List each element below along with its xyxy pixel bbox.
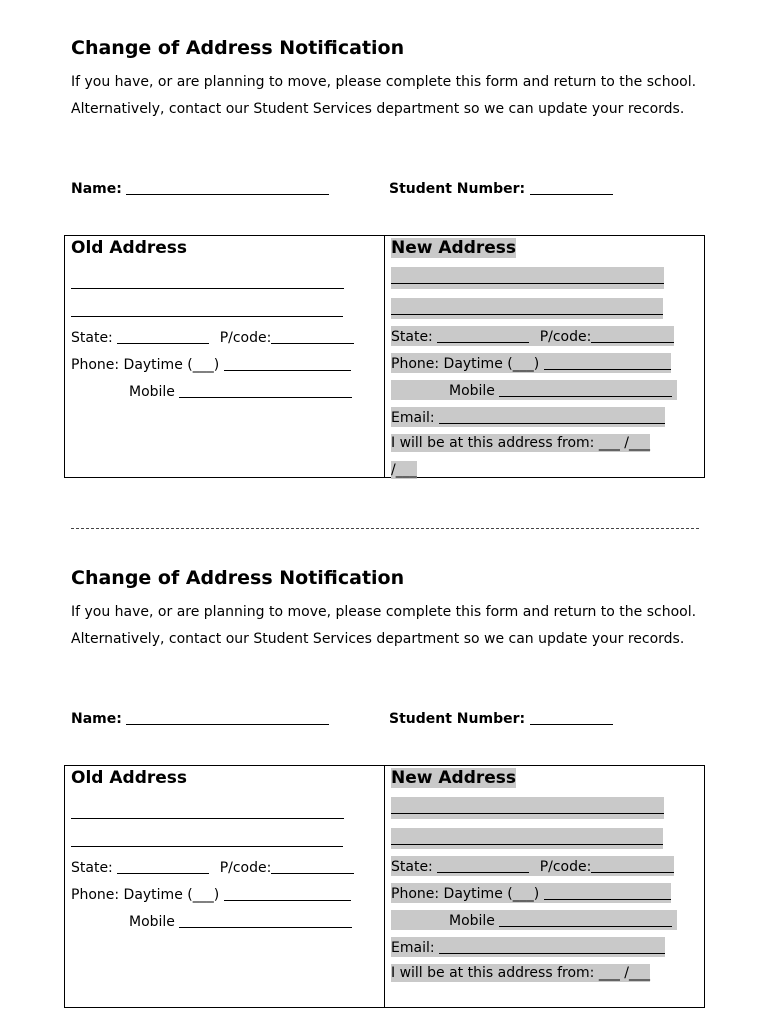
new-phone-blank[interactable]	[544, 883, 671, 900]
blank-line	[391, 298, 663, 315]
old-state-blank[interactable]	[117, 327, 209, 344]
old-phone-label: Phone: Daytime (___)	[71, 887, 220, 903]
old-address-line-2[interactable]	[71, 300, 343, 317]
blank-line	[391, 267, 664, 284]
old-address-line-1[interactable]	[71, 272, 344, 289]
old-postcode-blank[interactable]	[271, 857, 354, 874]
new-date-row[interactable]	[391, 964, 650, 982]
student-number-blank[interactable]	[530, 178, 613, 195]
old-address-line-2[interactable]	[71, 830, 343, 847]
new-date-label: I will be at this address from: ___ /___	[391, 965, 650, 981]
blank-line	[391, 797, 664, 814]
new-phone-label: Phone: Daytime (___)	[391, 886, 540, 902]
new-email-row[interactable]	[391, 407, 665, 427]
name-blank[interactable]	[126, 708, 329, 725]
old-phone-blank[interactable]	[224, 354, 351, 371]
old-address-heading: Old Address	[71, 768, 188, 788]
old-address-heading: Old Address	[71, 238, 188, 258]
old-postcode-label: P/code:	[219, 860, 272, 876]
old-postcode-blank[interactable]	[271, 327, 354, 344]
new-postcode-blank[interactable]	[591, 856, 674, 873]
new-postcode-label: P/code:	[539, 859, 592, 875]
new-address-heading: New Address	[391, 768, 517, 788]
new-address-line-2[interactable]	[391, 828, 663, 849]
new-mobile-blank[interactable]	[499, 910, 672, 927]
new-address-line-1[interactable]	[391, 797, 664, 819]
form-title: Change of Address Notification	[71, 567, 405, 589]
new-date-label: I will be at this address from: ___ /___	[391, 435, 650, 451]
name-field[interactable]	[71, 178, 329, 197]
new-email-row[interactable]	[391, 937, 665, 957]
student-number-blank[interactable]	[530, 708, 613, 725]
new-state-label: State:	[391, 859, 433, 875]
old-state-label: State:	[71, 330, 113, 346]
old-phone-label: Phone: Daytime (___)	[71, 357, 220, 373]
old-address-line-1[interactable]	[71, 802, 344, 819]
address-divider	[384, 236, 385, 477]
new-phone-row[interactable]	[391, 353, 671, 373]
old-mobile-label: Mobile	[129, 914, 175, 930]
new-address-line-2[interactable]	[391, 298, 663, 319]
new-state-blank[interactable]	[437, 856, 529, 873]
new-mobile-label: Mobile	[449, 383, 495, 399]
new-state-blank[interactable]	[437, 326, 529, 343]
blank-line	[391, 828, 663, 845]
new-mobile-row[interactable]	[391, 380, 677, 400]
form-intro: If you have, or are planning to move, please complete this form and return to the school. Alternatively, contact our Student Services department so we can update your records.	[71, 74, 697, 117]
new-postcode-label: P/code:	[539, 329, 592, 345]
form-section-2	[0, 530, 770, 1024]
old-mobile-row[interactable]	[129, 381, 352, 401]
old-state-label: State:	[71, 860, 113, 876]
name-label: Name:	[71, 711, 122, 727]
name-field[interactable]	[71, 708, 329, 727]
new-email-label: Email:	[391, 410, 435, 426]
old-postcode-label: P/code:	[219, 330, 272, 346]
new-phone-blank[interactable]	[544, 353, 671, 370]
student-number-field[interactable]	[389, 708, 613, 727]
blank-line	[71, 272, 344, 289]
address-table	[64, 765, 705, 1008]
new-date-tail-row[interactable]	[391, 461, 417, 479]
new-mobile-row[interactable]	[391, 910, 677, 930]
new-phone-label: Phone: Daytime (___)	[391, 356, 540, 372]
old-phone-row[interactable]	[71, 884, 351, 904]
form-title: Change of Address Notification	[71, 37, 405, 59]
blank-line	[71, 802, 344, 819]
old-mobile-label: Mobile	[129, 384, 175, 400]
new-phone-row[interactable]	[391, 883, 671, 903]
new-email-label: Email:	[391, 940, 435, 956]
new-mobile-label: Mobile	[449, 913, 495, 929]
new-state-row[interactable]	[391, 856, 674, 876]
old-mobile-row[interactable]	[129, 911, 352, 931]
form-section-1	[0, 0, 770, 500]
name-blank[interactable]	[126, 178, 329, 195]
old-state-row[interactable]	[71, 327, 354, 347]
form-intro: If you have, or are planning to move, please complete this form and return to the school. Alternatively, contact our Student Services department so we can update your records.	[71, 604, 697, 647]
address-table	[64, 235, 705, 478]
new-email-blank[interactable]	[439, 407, 665, 424]
new-mobile-blank[interactable]	[499, 380, 672, 397]
cut-line	[71, 528, 699, 529]
student-number-field[interactable]	[389, 178, 613, 197]
student-number-label: Student Number:	[389, 181, 526, 197]
new-date-row[interactable]	[391, 434, 650, 452]
old-state-row[interactable]	[71, 857, 354, 877]
new-state-label: State:	[391, 329, 433, 345]
new-address-line-1[interactable]	[391, 267, 664, 289]
new-state-row[interactable]	[391, 326, 674, 346]
new-email-blank[interactable]	[439, 937, 665, 954]
old-mobile-blank[interactable]	[179, 381, 352, 398]
old-phone-row[interactable]	[71, 354, 351, 374]
old-state-blank[interactable]	[117, 857, 209, 874]
blank-line	[71, 300, 343, 317]
old-phone-blank[interactable]	[224, 884, 351, 901]
blank-line	[71, 830, 343, 847]
new-address-heading: New Address	[391, 238, 517, 258]
address-divider	[384, 766, 385, 1007]
new-date-tail: /___	[391, 462, 417, 478]
student-number-label: Student Number:	[389, 711, 526, 727]
old-mobile-blank[interactable]	[179, 911, 352, 928]
name-label: Name:	[71, 181, 122, 197]
new-postcode-blank[interactable]	[591, 326, 674, 343]
